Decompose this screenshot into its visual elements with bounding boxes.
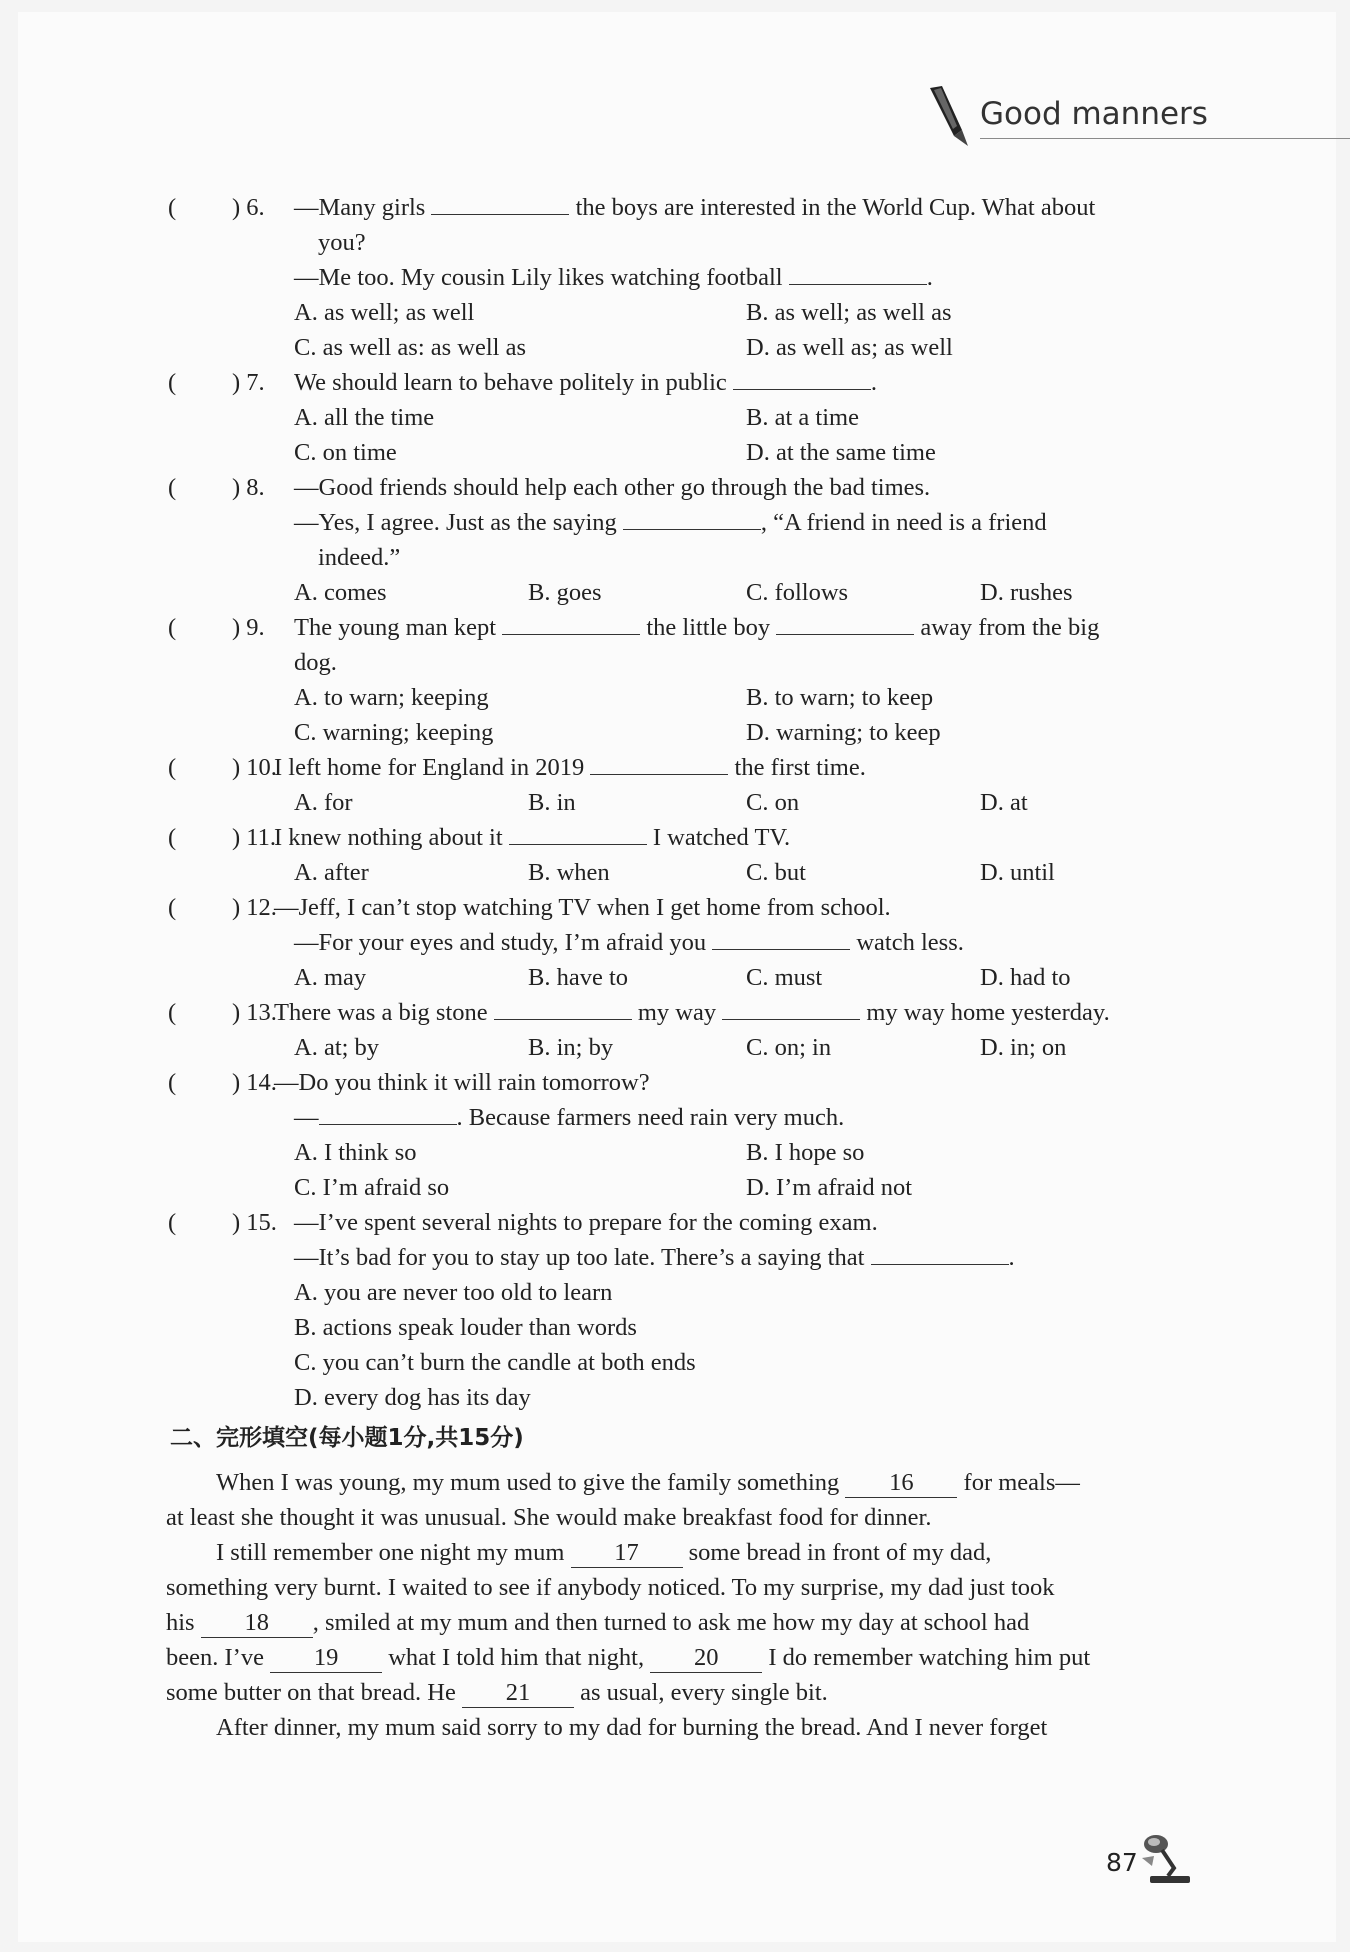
question-number: ) 10. [232, 754, 277, 781]
passage-line: at least she thought it was unusual. She would make breakfast food for dinner. [166, 1504, 932, 1531]
header-rule [980, 138, 1350, 139]
passage-line: been. I’ve 19 what I told him that night, 20 I do remember watching him put [166, 1644, 1091, 1671]
passage-line: After dinner, my mum said sorry to my dad for burning the bread. And I never forget [216, 1714, 1048, 1741]
page-title: Good manners [980, 96, 1208, 132]
option-c[interactable]: C. follows [746, 579, 849, 606]
answer-blank[interactable] [871, 1240, 1009, 1265]
question-8: ( ) 8. —Good friends should help each other go through the bad times. [166, 470, 1206, 505]
options-row [166, 785, 1206, 820]
option-d[interactable]: D. warning; to keep [746, 719, 941, 746]
option-a[interactable]: A. all the time [294, 404, 435, 431]
question-7: ( ) 7. We should learn to behave politely in public . [166, 365, 1206, 400]
passage-line: When I was young, my mum used to give the family something 16 for meals— [216, 1469, 1080, 1496]
option-b[interactable]: B. actions speak louder than words [294, 1314, 637, 1341]
options-row [166, 1135, 1206, 1170]
pen-icon [924, 84, 974, 152]
option-c[interactable]: C. you can’t burn the candle at both ends [294, 1349, 696, 1376]
option-a[interactable]: A. I think so [294, 1139, 417, 1166]
passage-line: I still remember one night my mum 17 some bread in front of my dad, [216, 1539, 992, 1566]
question-number: ) 11. [232, 824, 276, 851]
option-c[interactable]: C. on; in [746, 1034, 832, 1061]
option-c[interactable]: C. I’m afraid so [294, 1174, 450, 1201]
options-row [166, 1170, 1206, 1205]
answer-blank[interactable] [733, 365, 871, 390]
passage-line: his 18 , smiled at my mum and then turned to ask me how my day at school had [166, 1609, 1030, 1636]
cloze-blank-16[interactable]: 16 [845, 1469, 957, 1498]
options-row [166, 400, 1206, 435]
options-row [166, 680, 1206, 715]
options-row [166, 960, 1206, 995]
answer-blank[interactable] [789, 260, 927, 285]
option-d[interactable]: D. rushes [980, 579, 1073, 606]
option-d[interactable]: D. every dog has its day [294, 1384, 531, 1411]
answer-blank[interactable] [494, 995, 632, 1020]
cloze-blank-19[interactable]: 19 [270, 1644, 382, 1673]
cloze-blank-21[interactable]: 21 [462, 1679, 574, 1708]
question-15: ( ) 15. —I’ve spent several nights to prepare for the coming exam. [166, 1205, 1206, 1240]
answer-blank[interactable] [722, 995, 860, 1020]
question-number: ) 7. [232, 369, 265, 396]
section-heading: 二、完形填空(每小题1分,共15分) [170, 1425, 524, 1451]
passage-line: something very burnt. I waited to see if anybody noticed. To my surprise, my dad just took [166, 1574, 1055, 1601]
question-11: ( ) 11. I knew nothing about it I watched TV. [166, 820, 1206, 855]
options-row [166, 855, 1206, 890]
option-a[interactable]: A. at; by [294, 1034, 380, 1061]
options-row [166, 295, 1206, 330]
cloze-blank-20[interactable]: 20 [650, 1644, 762, 1673]
question-number: ) 12. [232, 894, 277, 921]
option-c[interactable]: C. warning; keeping [294, 719, 494, 746]
options-row [166, 575, 1206, 610]
question-10: ( ) 10. I left home for England in 2019 the first time. [166, 750, 1206, 785]
option-a[interactable]: A. for [294, 789, 353, 816]
options-row [166, 330, 1206, 365]
option-a[interactable]: A. after [294, 859, 369, 886]
options-row [166, 435, 1206, 470]
option-a[interactable]: A. to warn; keeping [294, 684, 489, 711]
option-b[interactable]: B. in; by [528, 1034, 614, 1061]
question-14: ( ) 14. —Do you think it will rain tomorrow? [166, 1065, 1206, 1100]
option-d[interactable]: D. until [980, 859, 1055, 886]
answer-blank[interactable] [712, 925, 850, 950]
answer-blank[interactable] [502, 610, 640, 635]
option-b[interactable]: B. as well; as well as [746, 299, 952, 326]
answer-blank[interactable] [776, 610, 914, 635]
question-number: ) 6. [232, 194, 265, 221]
question-number: ) 9. [232, 614, 265, 641]
option-d[interactable]: D. as well as; as well [746, 334, 953, 361]
answer-blank[interactable] [431, 190, 569, 215]
question-9: ( ) 9. The young man kept the little boy away from the big [166, 610, 1206, 645]
option-a[interactable]: A. comes [294, 579, 387, 606]
question-number: ) 13. [232, 999, 277, 1026]
question-12: ( ) 12. —Jeff, I can’t stop watching TV when I get home from school. [166, 890, 1206, 925]
option-c[interactable]: C. as well as: as well as [294, 334, 527, 361]
question-6: ( ) 6. —Many girls the boys are interested in the World Cup. What about [166, 190, 1206, 225]
workbook-page [18, 12, 1336, 1942]
option-b[interactable]: B. when [528, 859, 610, 886]
option-d[interactable]: D. had to [980, 964, 1071, 991]
option-b[interactable]: B. have to [528, 964, 629, 991]
option-c[interactable]: C. on time [294, 439, 397, 466]
option-b[interactable]: B. at a time [746, 404, 859, 431]
answer-blank[interactable] [509, 820, 647, 845]
option-a[interactable]: A. as well; as well [294, 299, 475, 326]
page-number: 87 [1106, 1848, 1138, 1877]
option-d[interactable]: D. in; on [980, 1034, 1067, 1061]
option-d[interactable]: D. I’m afraid not [746, 1174, 912, 1201]
option-a[interactable]: A. may [294, 964, 367, 991]
answer-blank[interactable] [590, 750, 728, 775]
option-a[interactable]: A. you are never too old to learn [294, 1279, 613, 1306]
option-d[interactable]: D. at the same time [746, 439, 936, 466]
option-b[interactable]: B. goes [528, 579, 602, 606]
option-d[interactable]: D. at [980, 789, 1028, 816]
passage-line: some butter on that bread. He 21 as usual, every single bit. [166, 1679, 828, 1706]
question-number: ) 15. [232, 1209, 277, 1236]
options-row [166, 715, 1206, 750]
option-b[interactable]: B. I hope so [746, 1139, 865, 1166]
options-row [166, 1030, 1206, 1065]
page-header [918, 82, 1350, 152]
answer-blank[interactable] [319, 1100, 457, 1125]
question-number: ) 14. [232, 1069, 277, 1096]
cloze-blank-18[interactable]: 18 [201, 1609, 313, 1638]
question-area: ( ) 6. —Many girls the boys are interested in the World Cup. What about you? —Me too. My cousin Lily likes watching football . A. as well; as well B. as well; as well as C. as well as: as well as D. as well as; as well ( ) 7. We should learn to behave politely in public . A. all the time B. at a time C. on time D. at the same time ( ) 8. —Good friends should help each other go through the bad times. —Yes, I agree. Just as the saying , “A friend in need is a friend indeed.” A. comes B. goes C. follows D. rushes ( ) 9. The young man kept the little boy away from the big dog. A. to warn; keeping B. to warn; to keep C. warning; keeping D. warning; to keep ( ) 10. I left home for England in 2019 the first time. A. for B. in C. on D. at ( ) 11. I knew nothing about it I watched TV. A. after B. when C. but D. until ( ) 12. —Jeff, I can’t stop watching TV when I get home from school. —For your eyes and study, I’m afraid you watch less. A. may B. have to C. must D. had to ( ) 13. There was a big stone my way my way home yesterday. A. at; by B. in; by C. on; in D. in; on ( ) 14. —Do you think it will rain tomorrow? — . Because farmers need rain very much. A. I think so B. I hope so C. I’m afraid so D. I’m afraid not ( ) 15. —I’ve spent several nights to prepare for the coming exam. —It’s bad for you to stay up too late. There’s a saying that . A. you are never too old to learn B. actions speak louder than words C. you can’t burn the candle at both ends D. every dog has its day 二、完形填空(每小题1分,共15分) When I was young, my mum used to give the family something 16 for meals— at least she thought it was unusual. She would make breakfast food for dinner. I still remember one night my mum 17 some bread in front of my dad, something very burnt. I waited to see if anybody noticed. To my surprise, my dad just took his 18 , smiled at my mum and then turned to ask me how my day at school had been. I’ve 19 what I told him that night, 20 I do remember watching him put some butter on that bread. He 21 as usual, every single bit. After dinner, my mum said sorry to my dad for burning the bread. And I never forget [166, 190, 1206, 1745]
option-c[interactable]: C. but [746, 859, 806, 886]
question-number: ) 8. [232, 474, 265, 501]
option-b[interactable]: B. to warn; to keep [746, 684, 934, 711]
desk-lamp-icon [1140, 1830, 1200, 1886]
question-13: ( ) 13. There was a big stone my way my way home yesterday. [166, 995, 1206, 1030]
option-c[interactable]: C. on [746, 789, 800, 816]
option-c[interactable]: C. must [746, 964, 823, 991]
answer-blank[interactable] [623, 505, 761, 530]
option-b[interactable]: B. in [528, 789, 576, 816]
cloze-blank-17[interactable]: 17 [571, 1539, 683, 1568]
